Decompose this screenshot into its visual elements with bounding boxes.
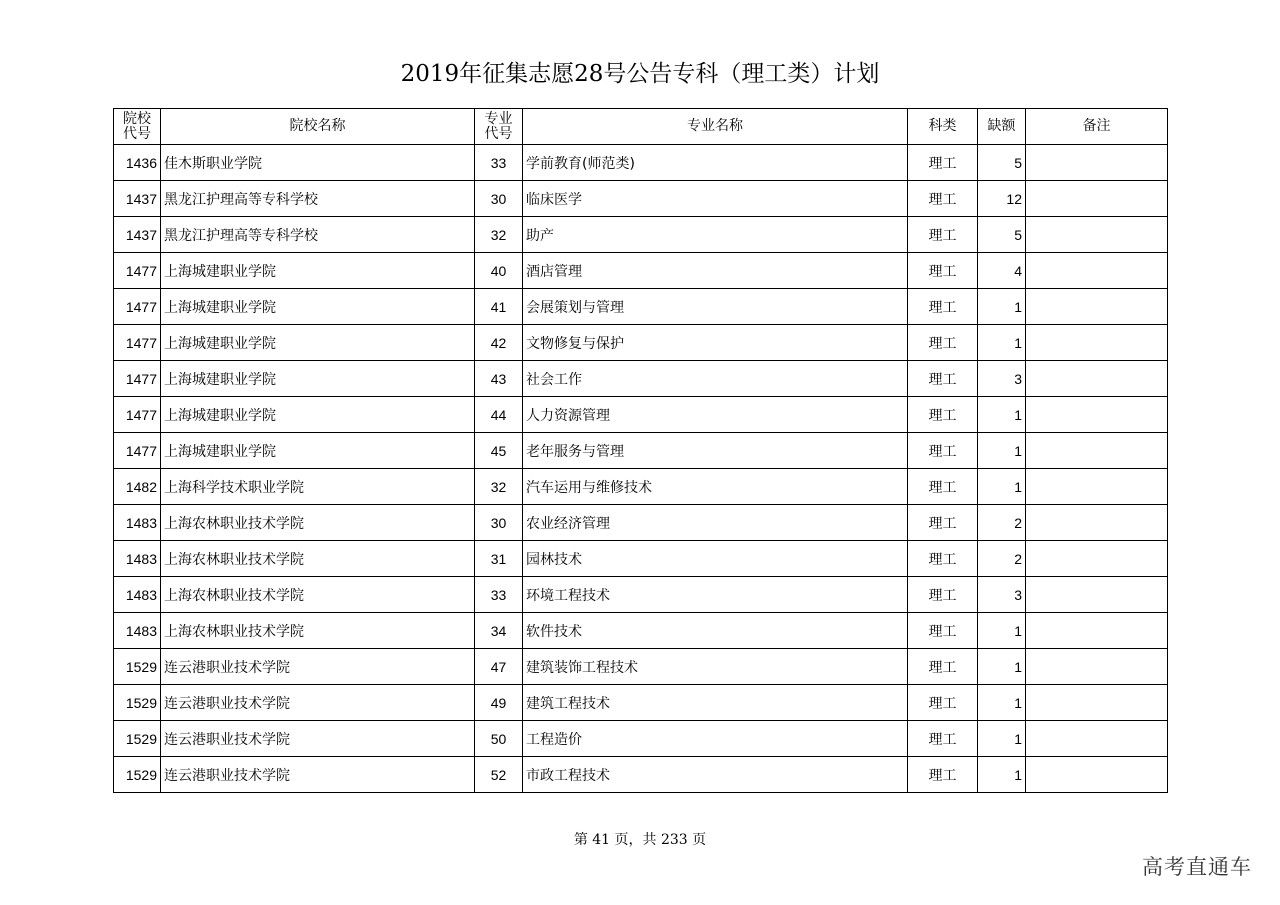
table-row [114, 757, 1168, 793]
cell-category: 理工 [908, 145, 978, 181]
cell-major-code: 52 [475, 757, 523, 793]
cell-major-code: 32 [475, 469, 523, 505]
cell-major-code: 45 [475, 433, 523, 469]
cell-school-name: 上海城建职业学院 [161, 397, 475, 433]
cell-remarks [1026, 577, 1168, 613]
cell-major-code: 34 [475, 613, 523, 649]
cell-school-name: 上海农林职业技术学院 [161, 541, 475, 577]
cell-major-name: 市政工程技术 [523, 757, 908, 793]
table-header-row [114, 109, 1168, 145]
cell-remarks [1026, 217, 1168, 253]
cell-school-code: 1437 [114, 217, 161, 253]
header-school-name: 院校名称 [161, 109, 475, 145]
cell-school-name: 连云港职业技术学院 [161, 649, 475, 685]
page-title: 2019年征集志愿28号公告专科（理工类）计划 [400, 61, 880, 87]
header-category: 科类 [908, 109, 978, 145]
cell-school-code: 1483 [114, 577, 161, 613]
table-row [114, 217, 1168, 253]
cell-remarks [1026, 361, 1168, 397]
cell-vacancy: 1 [978, 757, 1026, 793]
cell-major-code: 41 [475, 289, 523, 325]
cell-vacancy: 1 [978, 433, 1026, 469]
table-row [114, 541, 1168, 577]
cell-remarks [1026, 721, 1168, 757]
cell-remarks [1026, 757, 1168, 793]
cell-school-code: 1477 [114, 325, 161, 361]
table-row [114, 145, 1168, 181]
cell-school-name: 黑龙江护理高等专科学校 [161, 217, 475, 253]
cell-category: 理工 [908, 181, 978, 217]
cell-remarks [1026, 289, 1168, 325]
cell-school-name: 佳木斯职业学院 [161, 145, 475, 181]
cell-category: 理工 [908, 253, 978, 289]
table-body [114, 145, 1168, 793]
cell-category: 理工 [908, 217, 978, 253]
table-row [114, 253, 1168, 289]
cell-school-name: 上海城建职业学院 [161, 433, 475, 469]
cell-major-code: 42 [475, 325, 523, 361]
cell-school-code: 1482 [114, 469, 161, 505]
cell-major-code: 47 [475, 649, 523, 685]
cell-school-code: 1529 [114, 757, 161, 793]
cell-vacancy: 1 [978, 721, 1026, 757]
cell-major-name: 助产 [523, 217, 908, 253]
table-row [114, 613, 1168, 649]
table-row [114, 361, 1168, 397]
cell-major-name: 会展策划与管理 [523, 289, 908, 325]
cell-vacancy: 1 [978, 289, 1026, 325]
cell-remarks [1026, 433, 1168, 469]
cell-category: 理工 [908, 505, 978, 541]
cell-vacancy: 1 [978, 469, 1026, 505]
cell-major-name: 建筑工程技术 [523, 685, 908, 721]
cell-major-name: 工程造价 [523, 721, 908, 757]
cell-category: 理工 [908, 685, 978, 721]
cell-major-code: 30 [475, 181, 523, 217]
cell-remarks [1026, 613, 1168, 649]
cell-school-code: 1477 [114, 397, 161, 433]
cell-major-code: 32 [475, 217, 523, 253]
cell-school-name: 上海城建职业学院 [161, 361, 475, 397]
cell-school-name: 上海城建职业学院 [161, 325, 475, 361]
cell-remarks [1026, 253, 1168, 289]
cell-school-name: 连云港职业技术学院 [161, 757, 475, 793]
cell-school-name: 上海农林职业技术学院 [161, 577, 475, 613]
cell-remarks [1026, 145, 1168, 181]
cell-school-code: 1477 [114, 289, 161, 325]
cell-major-name: 人力资源管理 [523, 397, 908, 433]
cell-vacancy: 5 [978, 145, 1026, 181]
cell-major-code: 44 [475, 397, 523, 433]
cell-vacancy: 1 [978, 325, 1026, 361]
cell-vacancy: 2 [978, 505, 1026, 541]
cell-major-name: 建筑装饰工程技术 [523, 649, 908, 685]
cell-school-name: 上海城建职业学院 [161, 289, 475, 325]
table-row [114, 505, 1168, 541]
cell-school-name: 上海城建职业学院 [161, 253, 475, 289]
header-major-code: 专业 代号 [475, 109, 523, 145]
table-row [114, 289, 1168, 325]
cell-school-code: 1437 [114, 181, 161, 217]
cell-major-name: 文物修复与保护 [523, 325, 908, 361]
cell-vacancy: 4 [978, 253, 1026, 289]
cell-remarks [1026, 181, 1168, 217]
cell-major-name: 农业经济管理 [523, 505, 908, 541]
cell-vacancy: 12 [978, 181, 1026, 217]
cell-school-code: 1477 [114, 361, 161, 397]
cell-vacancy: 1 [978, 613, 1026, 649]
cell-category: 理工 [908, 613, 978, 649]
cell-major-name: 环境工程技术 [523, 577, 908, 613]
cell-school-code: 1483 [114, 505, 161, 541]
cell-major-name: 社会工作 [523, 361, 908, 397]
cell-major-name: 老年服务与管理 [523, 433, 908, 469]
cell-major-code: 31 [475, 541, 523, 577]
cell-major-code: 33 [475, 577, 523, 613]
cell-category: 理工 [908, 433, 978, 469]
page-footer: 第 41 页，共 233 页 [573, 832, 707, 848]
cell-category: 理工 [908, 361, 978, 397]
header-vacancy: 缺额 [978, 109, 1026, 145]
cell-category: 理工 [908, 289, 978, 325]
table-row [114, 397, 1168, 433]
cell-vacancy: 2 [978, 541, 1026, 577]
table-row [114, 577, 1168, 613]
cell-school-code: 1436 [114, 145, 161, 181]
cell-remarks [1026, 541, 1168, 577]
cell-school-code: 1529 [114, 649, 161, 685]
cell-school-name: 连云港职业技术学院 [161, 685, 475, 721]
cell-remarks [1026, 685, 1168, 721]
header-remarks: 备注 [1026, 109, 1168, 145]
cell-major-code: 49 [475, 685, 523, 721]
cell-category: 理工 [908, 469, 978, 505]
cell-category: 理工 [908, 397, 978, 433]
admission-plan-table [113, 108, 1168, 793]
watermark: 高考直通车 [1142, 855, 1252, 879]
cell-school-name: 上海科学技术职业学院 [161, 469, 475, 505]
cell-remarks [1026, 469, 1168, 505]
cell-vacancy: 5 [978, 217, 1026, 253]
header-major-name: 专业名称 [523, 109, 908, 145]
cell-vacancy: 1 [978, 685, 1026, 721]
header-school-code: 院校 代号 [114, 109, 161, 145]
cell-major-code: 40 [475, 253, 523, 289]
cell-school-code: 1529 [114, 685, 161, 721]
cell-major-code: 43 [475, 361, 523, 397]
cell-major-name: 酒店管理 [523, 253, 908, 289]
cell-category: 理工 [908, 757, 978, 793]
cell-remarks [1026, 649, 1168, 685]
cell-major-code: 33 [475, 145, 523, 181]
cell-major-name: 园林技术 [523, 541, 908, 577]
table-row [114, 181, 1168, 217]
table-row [114, 649, 1168, 685]
cell-major-name: 汽车运用与维修技术 [523, 469, 908, 505]
cell-vacancy: 1 [978, 397, 1026, 433]
table-row [114, 433, 1168, 469]
cell-school-code: 1483 [114, 541, 161, 577]
cell-category: 理工 [908, 721, 978, 757]
cell-vacancy: 3 [978, 361, 1026, 397]
cell-school-code: 1483 [114, 613, 161, 649]
cell-school-name: 上海农林职业技术学院 [161, 505, 475, 541]
cell-vacancy: 1 [978, 649, 1026, 685]
table-row [114, 721, 1168, 757]
cell-category: 理工 [908, 325, 978, 361]
cell-major-code: 30 [475, 505, 523, 541]
cell-category: 理工 [908, 577, 978, 613]
cell-vacancy: 3 [978, 577, 1026, 613]
table-row [114, 469, 1168, 505]
table-row [114, 685, 1168, 721]
cell-major-code: 50 [475, 721, 523, 757]
cell-major-name: 学前教育(师范类) [523, 145, 908, 181]
cell-school-name: 黑龙江护理高等专科学校 [161, 181, 475, 217]
cell-school-name: 上海农林职业技术学院 [161, 613, 475, 649]
cell-school-code: 1529 [114, 721, 161, 757]
table-row [114, 325, 1168, 361]
cell-remarks [1026, 505, 1168, 541]
cell-category: 理工 [908, 649, 978, 685]
cell-school-code: 1477 [114, 253, 161, 289]
cell-major-name: 软件技术 [523, 613, 908, 649]
cell-remarks [1026, 325, 1168, 361]
cell-major-name: 临床医学 [523, 181, 908, 217]
cell-category: 理工 [908, 541, 978, 577]
cell-school-code: 1477 [114, 433, 161, 469]
cell-remarks [1026, 397, 1168, 433]
cell-school-name: 连云港职业技术学院 [161, 721, 475, 757]
